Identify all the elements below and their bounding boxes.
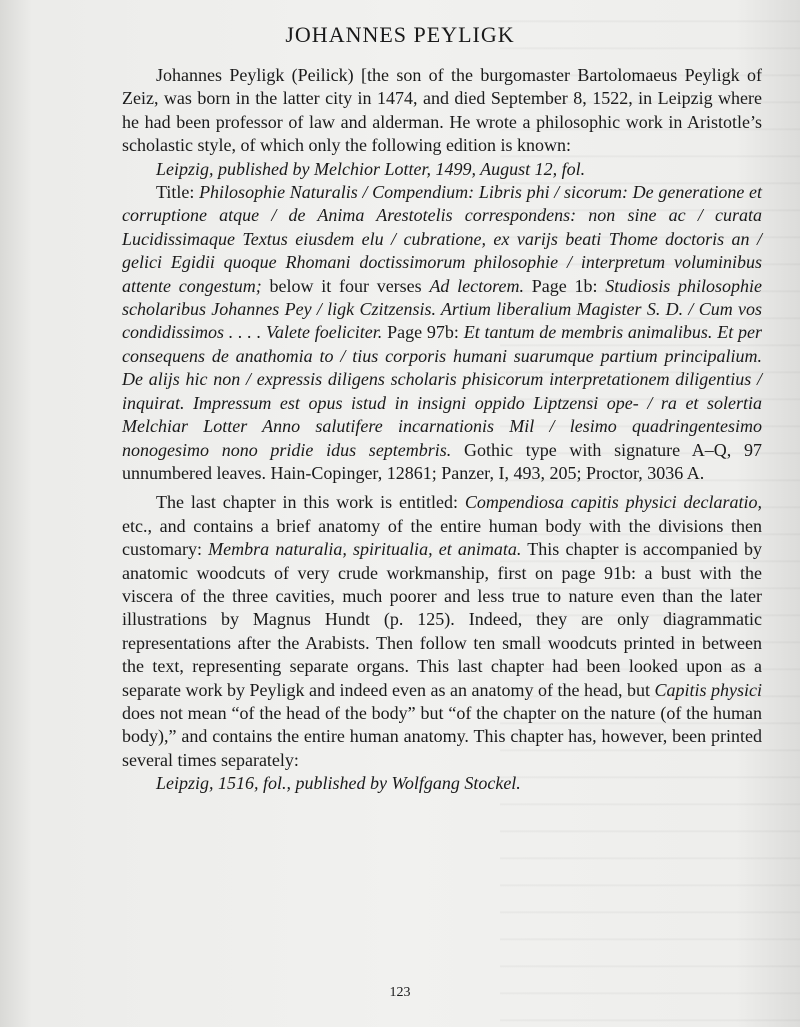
title-paragraph xyxy=(122,181,762,485)
last-chapter-latin-3: Capitis physici xyxy=(654,679,763,700)
last-chapter-roman-3: This chapter is accompanied by anatomic woodcuts of very crude workmanship, first on page 91b: a bust with the viscera of the three cavities, much poorer and less true to nature even than the later illustrations by Magnus Hundt (p. 125). Indeed, they are only diagrammatic representations after the Arabists. Then follow ten small woodcuts printed in between the text, representing separate organs. This last chapter had been looked upon as a separate work by Peyligk and indeed even as an anatomy of the head, but xyxy=(122,539,762,700)
last-chapter-latin-1: Compendiosa capitis physici declaratio, xyxy=(464,492,763,513)
edition-citation-1516: Leipzig, 1516, fol., published by Wolfgang Stockel. xyxy=(156,773,521,794)
title-latin-3: Studiosis philosophie scholaribus Johannes Pey / ligk Czitzensis. Artium liberalium Magister S. D. / Cum vos condidissimos . . . . Valete foeliciter. xyxy=(122,275,763,343)
page-title: JOHANNES PEYLIGK xyxy=(285,22,515,47)
edition-citation-1499: Leipzig, published by Melchior Lotter, 1499, August 12, fol. xyxy=(156,158,586,179)
title-roman-1: below it four verses xyxy=(261,275,430,296)
last-chapter-latin-2: Membra naturalia, spiritualia, et animata. xyxy=(208,539,522,560)
body-text xyxy=(122,64,762,796)
title-latin-4: Et tantum de membris animalibus. Et per consequens de anathomia to / tius corporis humani suarumque partium principalium. De alijs hic non / expressis diligens scholaris phisicorum interpretationem diligentius / inquirat. Impressum est opus istud in insigni oppido Liptzensi ope- / ra et solertia Melchiar Lotter Anno salutifere incarnationis Mil / lesimo quadringentesimo nonogesimo nono pridie idus septembris. xyxy=(122,322,763,460)
last-chapter-roman-1: The last chapter in this work is entitled: xyxy=(156,492,465,513)
intro-paragraph: Johannes Peyligk (Peilick) [the son of the burgomaster Bartolomaeus Peyligk of Zeiz, was born in the latter city in 1474, and died September 8, 1522, in Leipzig where he had been professor of law and alderman. He wrote a philosophic work in Aristotle’s scholastic style, of which only the following edition is known: xyxy=(122,65,762,156)
title-roman-3: Page 97b: xyxy=(382,322,464,343)
page-number: 123 xyxy=(389,985,411,1000)
last-chapter-roman-2: etc., and contains a brief anatomy of the entire human body with the divisions then customary: xyxy=(122,515,762,560)
last-chapter-roman-4: does not mean “of the head of the body” but “of the chapter on the nature (of the human body),” and contains the entire human anatomy. This chapter has, however, been printed several times separately: xyxy=(122,702,762,770)
title-lead: Title: xyxy=(156,182,200,203)
title-latin-2: Ad lectorem. xyxy=(429,275,524,296)
last-chapter-paragraph xyxy=(122,491,762,772)
title-latin-1: Philosophie Naturalis / Compendium: Libris phi / sicorum: De generatione et corruptione atque / de Anima Arestotelis correspondens: non sine ac / curata Lucidissimaque Textus eiusdem elu / cubratione, ex varijs beati Thome doctoris an / gelici Egidii quoque Rhomani doctissimorum philosophie / interpretum voluminibus attente congestum; xyxy=(122,182,762,296)
title-roman-2: Page 1b: xyxy=(524,275,606,296)
title-roman-4: Gothic type with signature A–Q, 97 unnumbered leaves. Hain-Copinger, 12861; Panzer, I, 493, 205; Proctor, 3036 A. xyxy=(122,439,762,483)
